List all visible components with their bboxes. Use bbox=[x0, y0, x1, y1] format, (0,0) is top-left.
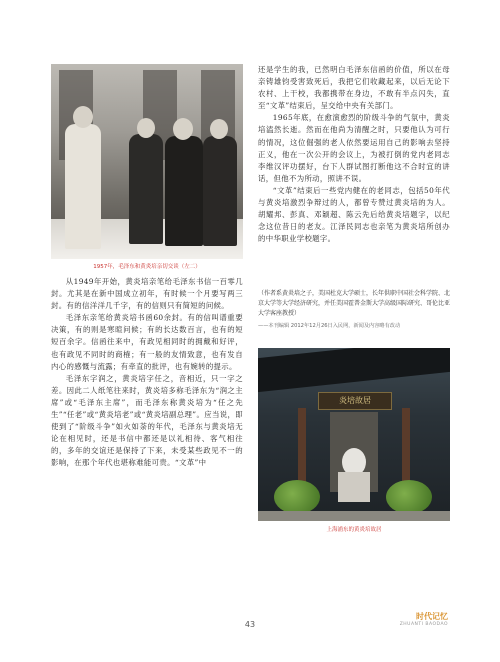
paragraph: 1965年底，在愈演愈烈的阶级斗争的气氛中，黄炎培溘然长逝。然而在他尚为清醒之时，只要他认为可行的情况，这位倔强的老人依然要运用自己的影响去坚持正义，他在一次公开的会议上，为被打倒的党内老同志李维汉评功摆好，台下人群试图打断他这不合时宜的讲话，但他不为所动，照讲不误。 bbox=[258, 113, 450, 183]
former-residence-photo bbox=[258, 348, 450, 521]
paragraph: 还是学生的我，已然明白毛泽东信函的价值，所以在母亲铸雄钧受害致死后，我把它们收藏起来，以后无论下农村、上干校，我都携带在身边，不敢有半点闪失，直至“文革”结束后，呈交给中央有关部门。 bbox=[258, 65, 450, 111]
photo-caption: 上海浦东的黄炎培故居 bbox=[326, 527, 382, 533]
paragraph: 毛泽东字润之，黄炎培字任之，音相近，只一字之差。因此二人纸笔往来时，黄炎培多称毛泽东为“润之主席”或“毛泽东主席”，而毛泽东称黄炎培为“任之先生”“任老”或“黄炎培老”或“黄炎培副总理”。应当说，即使到了“阶级斗争”如火如荼的年代，毛泽东与黄炎培无论在相见时，还是书信中都还是以礼相待、客气相往的，多年的交谊还是保持了下来，未受某些政见不一的影响，在那个年代也堪称难能可贵。“文革”中 bbox=[51, 373, 243, 468]
paragraph: “文革”结束后一些党内健在的老同志，包括50年代与黄炎培激烈争辩过的人，都曾专赞过黄炎培的为人。胡耀邦、彭真、邓颖超、陈云先后给黄炎培题字，以纪念这位昔日的老友。江泽民同志也亲笔为黄炎培所创办的中华职业学校题字。 bbox=[258, 185, 450, 244]
author-note: （作者系黄炎培之子，美国杜克大学硕士，长年供职中国社会科学院、北京大学等大学经济研究，并任美国霍普金斯大学高级国际研究、哥伦比亚大学客座教授） bbox=[258, 290, 451, 317]
figure-head bbox=[137, 118, 155, 138]
shrub-shape bbox=[274, 480, 320, 514]
paragraph: 毛泽东亲笔给黄炎培书函60余封。有的信叫谱重要决策，有的则是寒暄问候；有的长达数百言，也有的短短百余字。信函往来中，有政见相同时的拥戴和好评，也有政见不同时的商榷；有一般的友情致意，也有发自内心的感慨与流露；有牵直的批评，也有婉转的提示。 bbox=[51, 313, 243, 371]
source-note: ——本刊编辑 2012年12月26日入民网，新闻及内容略有改动 bbox=[258, 323, 401, 329]
figure-left bbox=[65, 124, 101, 249]
page-number: 43 bbox=[244, 620, 256, 629]
photo-caption: 1957年，毛泽东和黄炎培亲切交谈（左二） bbox=[93, 264, 201, 270]
left-text-column bbox=[51, 276, 243, 470]
section-subtitle: ZHUANTI BAODAO bbox=[399, 622, 448, 627]
figure-head bbox=[173, 118, 193, 140]
figure-center-right bbox=[165, 136, 203, 246]
figure-head bbox=[210, 119, 228, 139]
shrub-shape bbox=[386, 480, 432, 514]
ground-shape bbox=[258, 511, 450, 521]
name-plaque: 炎培故居 bbox=[318, 392, 392, 410]
statue-pedestal bbox=[338, 472, 370, 502]
figure-head bbox=[73, 106, 93, 128]
historical-group-photo bbox=[51, 64, 243, 259]
paragraph: 从1949年开始，黄炎培亲笔给毛泽东书信一百零几封。尤其是在新中国成立初年，有时候一个月要写两三封。有的信洋洋几千字，有的信则只有简短的问候。 bbox=[51, 277, 243, 311]
right-text-column bbox=[258, 64, 450, 245]
figure-center-left bbox=[129, 134, 163, 244]
figure-right bbox=[203, 136, 237, 246]
roof-eave-shape bbox=[258, 348, 450, 393]
section-brand bbox=[400, 611, 448, 627]
section-title: 时代记忆 bbox=[416, 612, 448, 621]
